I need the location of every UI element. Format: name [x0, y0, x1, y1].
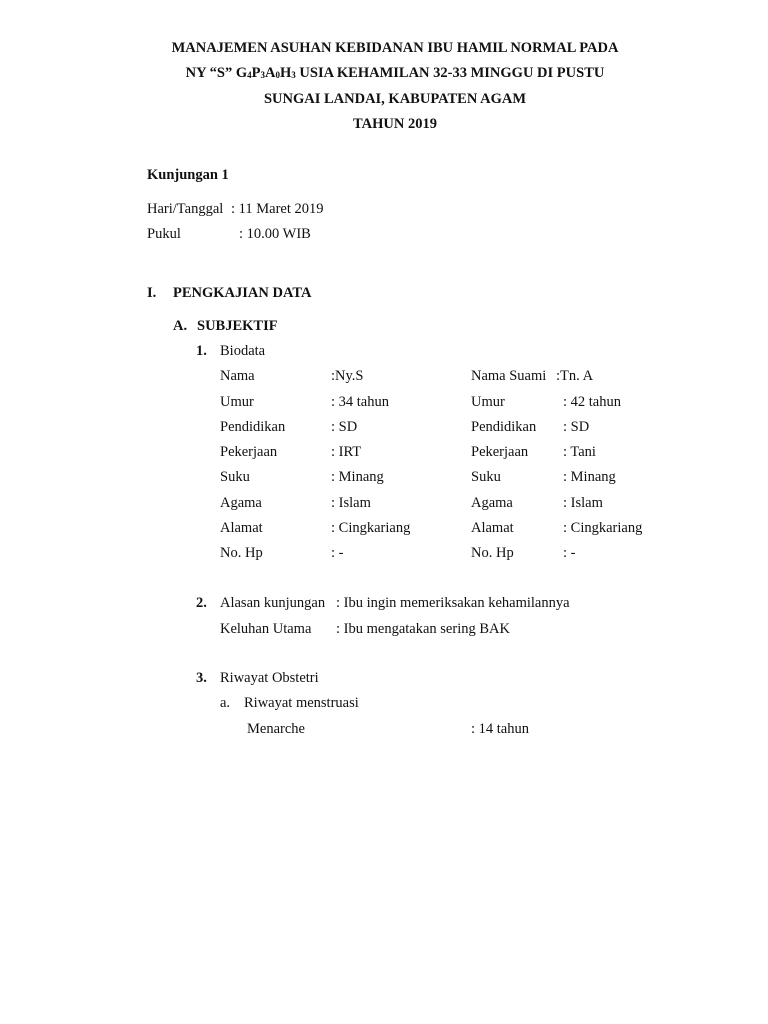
subsection-a-number: A.	[173, 318, 188, 334]
date-value: : 11 Maret 2019	[231, 201, 324, 217]
wife-label: No. Hp	[220, 545, 263, 561]
date-label: Hari/Tanggal	[147, 201, 224, 217]
wife-label: Agama	[220, 495, 262, 511]
husband-label: Pekerjaan	[471, 444, 529, 460]
title-line-2-suffix: USIA KEHAMILAN 32-33 MINGGU DI PUSTU	[295, 65, 605, 81]
husband-value: : Cingkariang	[563, 520, 643, 536]
wife-label: Nama	[220, 368, 255, 384]
wife-value: : IRT	[331, 444, 362, 460]
husband-label: Suku	[471, 469, 501, 485]
title-line-2-prefix: NY “S” G	[185, 65, 248, 81]
husband-label: Nama Suami	[471, 368, 547, 384]
husband-label: No. Hp	[471, 545, 514, 561]
menstrual-title: Riwayat menstruasi	[244, 695, 359, 711]
wife-value: : SD	[331, 419, 358, 435]
abortus-letter: A	[265, 65, 276, 81]
menarche-label: Menarche	[247, 721, 305, 737]
hidup-letter: H	[280, 65, 292, 81]
menstrual-number: a.	[220, 695, 231, 711]
obstetric-number: 3.	[196, 670, 207, 686]
main-complaint-label: Keluhan Utama	[220, 621, 312, 637]
title-line-1: MANAJEMEN ASUHAN KEBIDANAN IBU HAMIL NORMAL PADA	[171, 40, 619, 56]
wife-value: : 34 tahun	[331, 394, 389, 410]
biodata-number: 1.	[196, 343, 207, 359]
section-1-number: I.	[147, 285, 157, 301]
wife-value: : Minang	[331, 469, 384, 485]
visit-reason-label: Alasan kunjungan	[220, 595, 326, 611]
husband-value: : Minang	[563, 469, 616, 485]
visit-reason-value: : Ibu ingin memeriksakan kehamilannya	[336, 595, 570, 611]
title-line-4: TAHUN 2019	[353, 116, 437, 132]
wife-value: : -	[331, 545, 344, 561]
husband-label: Alamat	[471, 520, 514, 536]
section-1-title: PENGKAJIAN DATA	[173, 285, 312, 301]
husband-value: : Tani	[563, 444, 596, 460]
gravida-sub: 4	[247, 70, 252, 80]
wife-value: : Cingkariang	[331, 520, 411, 536]
husband-label: Pendidikan	[471, 419, 537, 435]
husband-value: :Tn. A	[556, 368, 594, 384]
wife-label: Umur	[220, 394, 254, 410]
wife-label: Suku	[220, 469, 250, 485]
wife-label: Pendidikan	[220, 419, 286, 435]
wife-value: :Ny.S	[331, 368, 364, 384]
visit-heading: Kunjungan 1	[147, 167, 229, 183]
menarche-value: : 14 tahun	[471, 721, 529, 737]
husband-label: Agama	[471, 495, 513, 511]
husband-label: Umur	[471, 394, 505, 410]
time-value: : 10.00 WIB	[239, 226, 311, 242]
wife-label: Alamat	[220, 520, 263, 536]
husband-value: : -	[563, 545, 576, 561]
wife-value: : Islam	[331, 495, 371, 511]
reason-number: 2.	[196, 595, 207, 611]
hidup-sub: 3	[291, 70, 296, 80]
husband-value: : Islam	[563, 495, 603, 511]
para-letter: P	[251, 65, 261, 81]
husband-value: : 42 tahun	[563, 394, 621, 410]
biodata-title: Biodata	[220, 343, 266, 359]
title-line-2	[0, 64, 768, 84]
abortus-sub: 0	[275, 70, 280, 80]
subsection-a-title: SUBJEKTIF	[197, 318, 278, 334]
title-line-3: SUNGAI LANDAI, KABUPATEN AGAM	[263, 91, 527, 107]
husband-value: : SD	[563, 419, 590, 435]
main-complaint-value: : Ibu mengatakan sering BAK	[336, 621, 510, 637]
obstetric-title: Riwayat Obstetri	[220, 670, 319, 686]
wife-label: Pekerjaan	[220, 444, 278, 460]
para-sub: 3	[260, 70, 266, 80]
time-label: Pukul	[147, 226, 181, 242]
